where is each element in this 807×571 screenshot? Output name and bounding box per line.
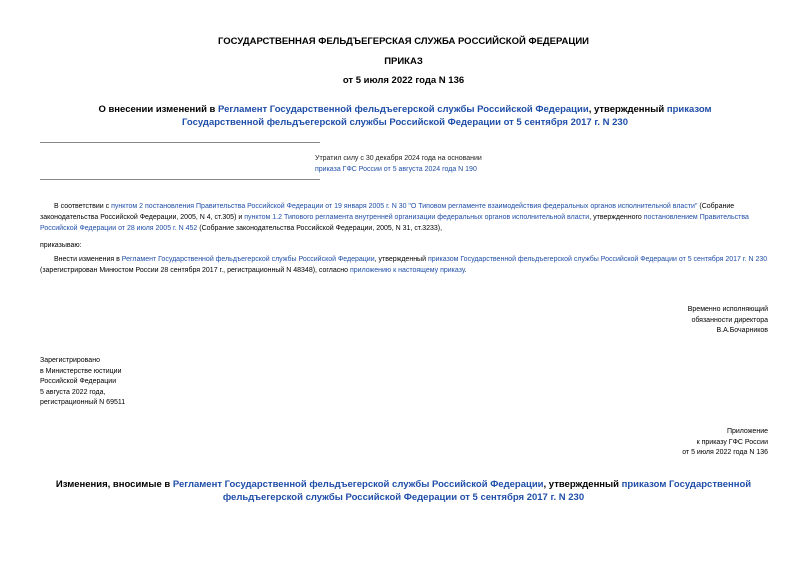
divider-bottom (40, 179, 320, 180)
preamble-text-3: , утвержденного (589, 214, 644, 221)
order-text-2: , утвержденный (374, 256, 428, 263)
signature-line-1: Временно исполняющий (687, 306, 768, 313)
order-paragraph (40, 254, 769, 276)
appendix-title (30, 479, 777, 504)
appendix-line-2: к приказу ГФС России (696, 438, 768, 446)
lost-force-note (315, 153, 482, 175)
preamble-text-4: (Собрание законодательства Российской Федерации, 2005, N 31, ст.3233), (197, 225, 443, 232)
appendix-line-3: от 5 июля 2022 года N 136 (682, 449, 768, 456)
order-title (60, 104, 750, 129)
appendix-link[interactable]: приложению к настоящему приказу (349, 267, 465, 274)
appendix-title-mid: , утвержденный (543, 479, 622, 490)
registration-line-4: 5 августа 2022 года, (40, 388, 106, 396)
preamble-text-2: (Собрание законодательства Российской Федерации, 2005, N 4, ст.305) и (40, 203, 735, 221)
order-text-1: Внести изменения в (54, 256, 122, 263)
order-2017-link-3[interactable]: приказом Государственной фельдъегерской службы Российской Федерации от 5 сентября 2017 г. N 230 (222, 479, 752, 503)
preamble-text-1: В соответствии с (54, 203, 112, 210)
preamble-paragraph (40, 201, 769, 234)
divider-top (40, 142, 320, 143)
order-2017-link-2[interactable]: приказом Государственной фельдъегерской службы Российской Федерации от 5 сентября 2017 г. N 230 (427, 256, 768, 263)
resolution-452-link[interactable]: постановлением Правительства Российской Федерации от 28 июля 2005 г. N 452 (40, 214, 749, 232)
registration-line-1: Зарегистрировано (40, 357, 100, 364)
typical-reglament-link[interactable]: пунктом 1.2 Типового регламента внутренней организации федеральных органов исполнительной власти (244, 214, 590, 221)
doc-type-heading: ПРИКАЗ (384, 56, 423, 67)
lost-force-text: Утратил силу с 30 декабря 2024 года на основании (315, 155, 482, 162)
appendix-block (682, 427, 768, 459)
signature-block (688, 305, 768, 337)
title-prefix: О внесении изменений в (98, 104, 219, 115)
order-text-3: (зарегистрирован Минюстом России 28 сентября 2017 г., регистрационный N 48348), согласно (40, 267, 350, 274)
reglament-link[interactable]: Регламент Государственной фельдъегерской службы Российской Федерации (218, 104, 589, 115)
reglament-link-2[interactable]: Регламент Государственной фельдъегерской службы Российской Федерации (121, 256, 375, 263)
appendix-line-1: Приложение (726, 428, 768, 435)
appendix-title-prefix: Изменения, вносимые в (55, 479, 173, 490)
order-2017-link[interactable]: приказом Государственной фельдъегерской службы Российской Федерации от 5 сентября 2017 г. N 230 (182, 104, 712, 128)
order-word: приказываю: (40, 242, 82, 249)
registration-line-3: Российской Федерации (40, 378, 117, 385)
signatory-name: В.А.Бочарников (716, 327, 768, 334)
registration-line-5: регистрационный N 69511 (40, 399, 126, 406)
registration-block (40, 356, 125, 409)
resolution-30-link[interactable]: пунктом 2 постановления Правительства Российской Федерации от 19 января 2005 г. N 30 "О Типовом регламенте взаимодействия федеральных органов исполнительной власти" (111, 203, 698, 210)
signature-line-2: обязанности директора (691, 316, 768, 324)
order-text-4: . (464, 267, 467, 274)
doc-date-number: от 5 июля 2022 года N 136 (342, 75, 465, 86)
agency-heading: ГОСУДАРСТВЕННАЯ ФЕЛЬДЪЕГЕРСКАЯ СЛУЖБА РОССИЙСКОЙ ФЕДЕРАЦИИ (218, 36, 589, 47)
reglament-link-3[interactable]: Регламент Государственной фельдъегерской службы Российской Федерации (172, 479, 544, 490)
registration-line-2: в Министерстве юстиции (40, 367, 122, 375)
title-mid: , утвержденный (588, 104, 667, 115)
order-2024-link[interactable]: приказа ГФС России от 5 августа 2024 года N 190 (315, 166, 477, 173)
